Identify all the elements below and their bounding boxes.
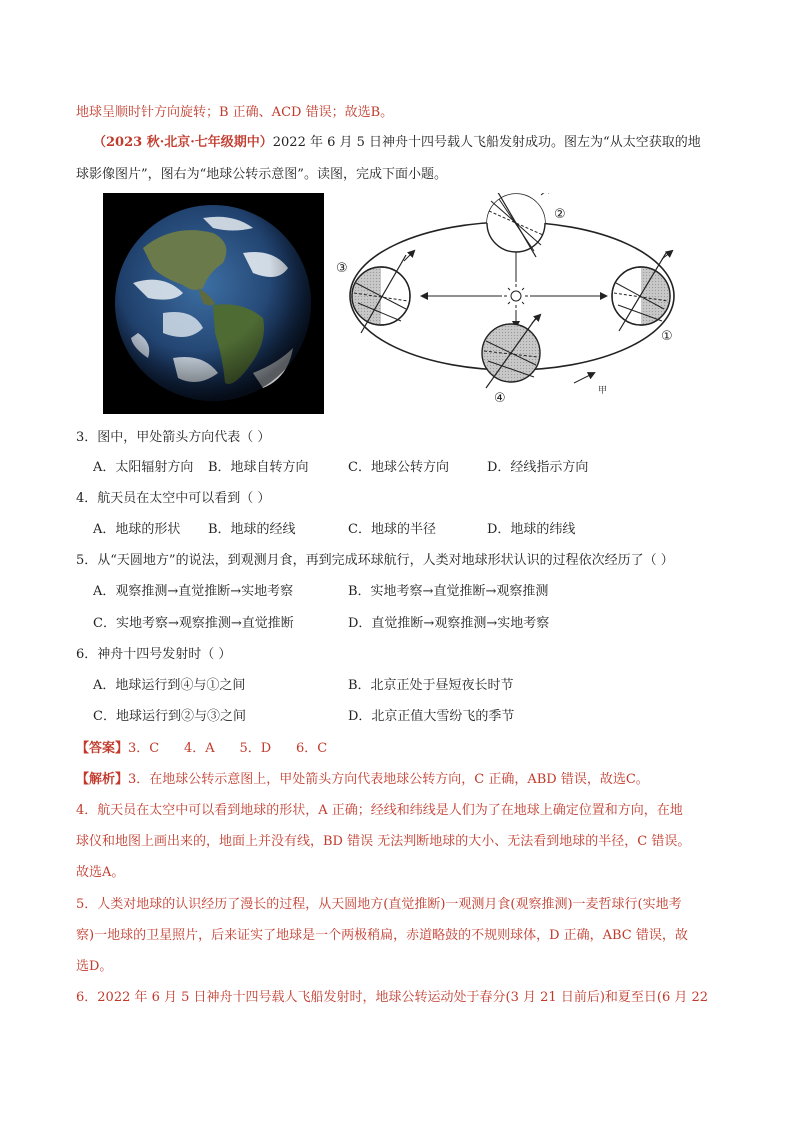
question-3-option-b: B．地球自转方向 [208,460,309,475]
question-4-stem: 4．航天员在太空中可以看到（ ） [76,491,271,506]
question-3-stem: 3．图中，甲处箭头方向代表（ ） [76,430,271,445]
analysis-tag: 【解析】 [76,772,129,787]
label-position-4: ④ [494,391,506,406]
question-5-option-b: B．实地考察→直觉推断→观察推测 [348,584,549,599]
question-5-stem: 5．从“天圆地方”的说法，到观测月食，再到完成环球航行，人类对地球形状认识的过程依次经历了（ ） [76,553,674,568]
analysis-line-1 [76,768,649,787]
intro-text-1: 2022 年 6 月 5 日神舟十四号载人飞船发射成功。图左为“从太空获取的地 [272,135,701,150]
source-tag: （2023 秋·北京·七年级期中） [93,135,273,150]
earth-orbit-diagram [336,193,688,415]
analysis-line-8: 6．2022 年 6 月 5 日神舟十四号载人飞船发射时，地球公转运动处于春分(3 月 21 日前后)和夏至日(6 月 22 [76,990,709,1005]
analysis-line-7: 选D。 [76,959,113,974]
answer-text: 3．C 4．A 5．D 6．C [128,741,328,756]
earth-position-1 [612,251,672,331]
sun-icon [504,284,528,308]
answer-line [76,737,327,756]
question-4-option-c: C．地球的半径 [348,522,436,537]
question-6-option-d: D．北京正值大雪纷飞的季节 [348,709,515,724]
answer-tag: 【答案】 [76,741,129,756]
question-5-option-a: A．观察推测→直觉推断→实地考察 [93,584,294,599]
question-6-stem: 6．神舟十四号发射时（ ） [76,647,232,662]
question-5-option-c: C．实地考察→观察推测→直觉推断 [93,616,294,631]
question-4-option-b: B．地球的经线 [208,522,296,537]
analysis-line-2: 4．航天员在太空中可以看到地球的形状，A 正确；经线和纬线是人们为了在地球上确定位置和方向，在地 [76,803,683,818]
previous-answer-line: 地球呈顺时针方向旋转；B 正确、ACD 错误；故选B。 [76,105,394,120]
question-3-option-a: A．太阳辐射方向 [93,460,194,475]
label-position-1: ① [661,329,673,344]
question-6-option-c: C．地球运行到②与③之间 [93,709,246,724]
earth-satellite-image [103,193,324,414]
analysis-line-4: 故选A。 [76,865,125,880]
question-4-option-d: D．地球的纬线 [487,522,576,537]
question-5-option-d: D．直觉推断→观察推测→实地考察 [348,616,550,631]
earth-position-3 [352,251,414,333]
question-6-option-a: A．地球运行到④与①之间 [93,678,246,693]
label-position-2: ② [554,207,566,222]
earth-position-2 [487,193,551,257]
label-jia: 甲 [598,386,608,396]
earth-position-4 [482,315,540,388]
analysis-line-5: 5．人类对地球的认识经历了漫长的过程，从天圆地方(直觉推断)一观测月食(观察推测)一麦哲球行(实地考 [76,897,682,912]
analysis-line-6: 察)一地球的卫星照片，后来证实了地球是一个两极稍扁，赤道略鼓的不规则球体，D 正确，ABC 错误，故 [76,928,688,943]
question-6-option-b: B．北京正处于昼短夜长时节 [348,678,514,693]
analysis-line-3: 球仪和地图上画出来的，地面上并没有线，BD 错误 无法判断地球的大小、无法看到地球的半径，C 错误。 [76,834,691,849]
question-3-option-c: C．地球公转方向 [348,460,449,475]
label-position-3: ③ [336,261,348,276]
question-4-option-a: A．地球的形状 [93,522,181,537]
analysis-text-1: 3．在地球公转示意图上，甲处箭头方向代表地球公转方向，C 正确，ABD 错误，故选C。 [128,772,649,787]
question-3-option-d: D．经线指示方向 [487,460,589,475]
question-intro-line-2: 球影像图片”，图右为“地球公转示意图”。读图，完成下面小题。 [76,167,447,182]
question-intro-line-1 [93,131,701,150]
